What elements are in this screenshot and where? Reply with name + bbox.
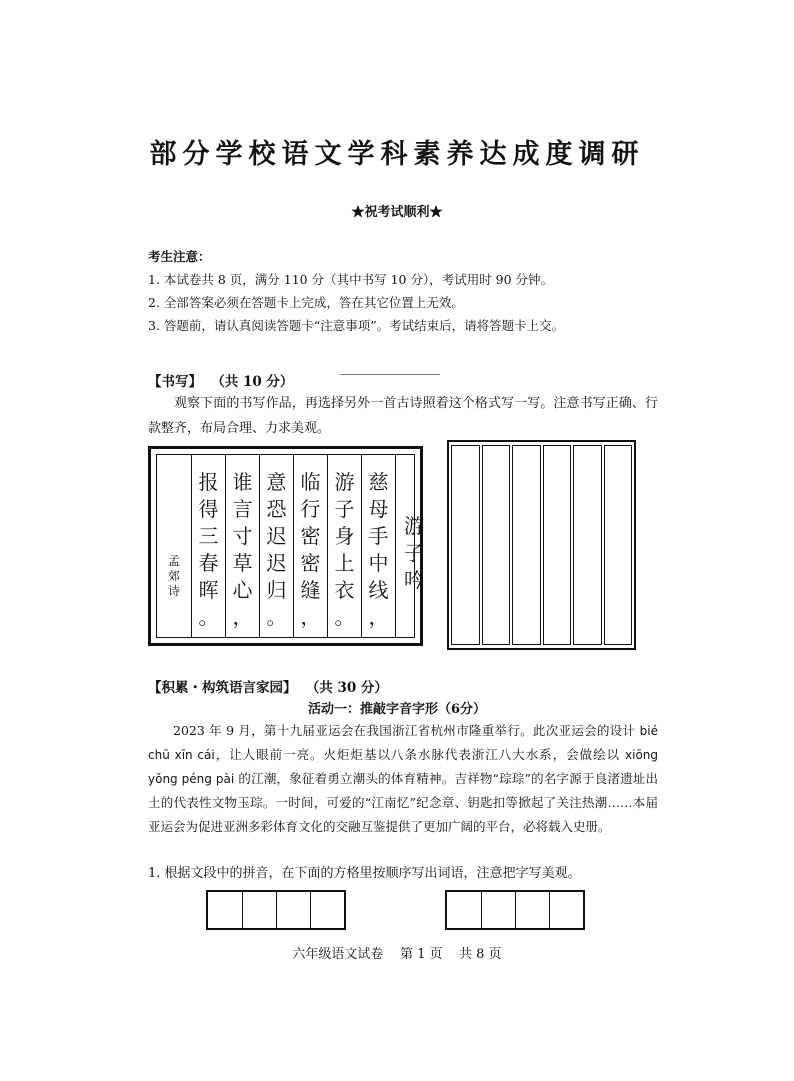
calligraphy-character: 诗 bbox=[167, 584, 180, 598]
notice-item: 2. 全部答案必须在答题卡上完成，答在其它位置上无效。 bbox=[148, 295, 464, 310]
passage-text: 2023 年 9 月，第十九届亚运会在我国浙江省杭州市隆重举行。此次亚运会的设计 bbox=[173, 723, 640, 738]
calligraphy-character: 临 bbox=[300, 470, 321, 494]
calligraphy-character: 。 bbox=[266, 605, 287, 629]
accumulation-heading: 【积累・构筑语言家园】 bbox=[148, 680, 297, 696]
calligraphy-character: 行 bbox=[300, 497, 321, 521]
notice-item: 1. 本试卷共 8 页，满分 110 分（其中书写 10 分），考试用时 90 分钟。 bbox=[148, 272, 554, 287]
calligraphy-verse-column bbox=[293, 455, 327, 637]
calligraphy-verse-column bbox=[327, 455, 361, 637]
practice-grid bbox=[447, 440, 636, 650]
calligraphy-character: 心 bbox=[232, 578, 253, 602]
calligraphy-character: 报 bbox=[198, 470, 219, 494]
practice-column[interactable] bbox=[543, 445, 572, 645]
calligraphy-character: 子 bbox=[334, 497, 355, 521]
answer-box[interactable] bbox=[310, 892, 344, 928]
calligraphy-columns bbox=[156, 454, 424, 638]
answer-box[interactable] bbox=[208, 892, 242, 928]
calligraphy-character: 中 bbox=[368, 551, 389, 575]
passage-text: 的江潮，象征着勇立潮头的体育精神。吉祥物“琮琮”的名字源于良渚遗址出土的代表性文物玉琮。一时间，可爱的“江南忆”纪念章、钥匙扣等掀起了关注热潮……本届亚运会为促进亚洲多彩体育文化的交融互鉴提供了更加广阔的平台，必将载入史册。 bbox=[148, 771, 658, 834]
calligraphy-character: 言 bbox=[232, 497, 253, 521]
calligraphy-signature-text bbox=[168, 554, 180, 599]
calligraphy-character: 三 bbox=[198, 524, 219, 548]
calligraphy-character: 手 bbox=[368, 524, 389, 548]
answer-box[interactable] bbox=[242, 892, 276, 928]
calligraphy-character: 郊 bbox=[167, 569, 180, 583]
calligraphy-character: ， bbox=[300, 605, 321, 629]
calligraphy-character: 得 bbox=[198, 497, 219, 521]
practice-column[interactable] bbox=[512, 445, 541, 645]
answer-box[interactable] bbox=[447, 892, 481, 928]
calligraphy-character: 寸 bbox=[232, 524, 253, 548]
calligraphy-character: ， bbox=[368, 605, 389, 629]
calligraphy-verse-column bbox=[225, 455, 259, 637]
calligraphy-character: 身 bbox=[334, 524, 355, 548]
calligraphy-character: 游 bbox=[334, 470, 355, 494]
calligraphy-verse-column bbox=[361, 455, 395, 637]
writing-score: （共 10 分） bbox=[218, 374, 294, 390]
calligraphy-verse-column bbox=[259, 455, 293, 637]
calligraphy-character: 上 bbox=[334, 551, 355, 575]
calligraphy-character: 。 bbox=[334, 605, 355, 629]
writing-heading: 【书写】 bbox=[148, 374, 202, 390]
calligraphy-character: 慈 bbox=[368, 470, 389, 494]
calligraphy-character: 母 bbox=[368, 497, 389, 521]
calligraphy-character: 意 bbox=[266, 470, 287, 494]
answer-boxes-1[interactable] bbox=[206, 890, 346, 930]
calligraphy-character: 谁 bbox=[232, 470, 253, 494]
page-footer: 六年级语文试卷 第 1 页 共 8 页 bbox=[292, 947, 502, 962]
calligraphy-character: 草 bbox=[232, 551, 253, 575]
calligraphy-sample bbox=[148, 446, 423, 646]
answer-box[interactable] bbox=[276, 892, 310, 928]
calligraphy-signature-column bbox=[157, 455, 191, 637]
practice-column[interactable] bbox=[604, 445, 633, 645]
practice-column[interactable] bbox=[573, 445, 602, 645]
practice-column[interactable] bbox=[451, 445, 480, 645]
answer-box[interactable] bbox=[481, 892, 515, 928]
pinyin-text: bié chū xīn cái bbox=[148, 724, 658, 762]
activity-title: 活动一：推敲字音字形（6分） bbox=[307, 702, 487, 717]
writing-section-heading bbox=[148, 370, 293, 390]
calligraphy-character: ， bbox=[232, 605, 253, 629]
calligraphy-title-column bbox=[395, 455, 432, 637]
answer-box[interactable] bbox=[515, 892, 549, 928]
practice-column[interactable] bbox=[482, 445, 511, 645]
calligraphy-character: 密 bbox=[300, 524, 321, 548]
calligraphy-character: 缝 bbox=[300, 578, 321, 602]
exam-title: 部分学校语文学科素养达成度调研 bbox=[149, 139, 645, 170]
calligraphy-character: 游 bbox=[404, 514, 424, 538]
accumulation-section-heading bbox=[148, 676, 388, 696]
blessing-line: ★祝考试顺利★ bbox=[351, 205, 443, 220]
divider-line bbox=[340, 374, 440, 375]
calligraphy-verse-column bbox=[191, 455, 225, 637]
calligraphy-character: 吟 bbox=[404, 568, 424, 592]
reading-passage bbox=[148, 719, 658, 839]
calligraphy-character: 子 bbox=[404, 541, 424, 565]
calligraphy-character: 恐 bbox=[266, 497, 287, 521]
calligraphy-character: 春 bbox=[198, 551, 219, 575]
passage-text: ，让人眼前一亮。火炬炬基以八条水脉代表浙江八大水系，会做绘以 bbox=[214, 747, 626, 762]
calligraphy-character: 归 bbox=[266, 578, 287, 602]
calligraphy-character: 晖 bbox=[198, 578, 219, 602]
notice-item: 3. 答题前，请认真阅读答题卡“注意事项”。考试结束后，请将答题卡上交。 bbox=[148, 318, 565, 333]
accumulation-score: （共 30 分） bbox=[312, 680, 388, 696]
pinyin-text: xiōng yǒng péng pài bbox=[148, 748, 659, 786]
answer-box[interactable] bbox=[549, 892, 583, 928]
calligraphy-character: 线 bbox=[368, 578, 389, 602]
notice-block bbox=[148, 245, 564, 337]
calligraphy-character: 密 bbox=[300, 551, 321, 575]
calligraphy-character: 迟 bbox=[266, 551, 287, 575]
answer-boxes-2[interactable] bbox=[445, 890, 585, 930]
calligraphy-character: 孟 bbox=[167, 554, 180, 568]
calligraphy-character: 。 bbox=[198, 605, 219, 629]
writing-instruction: 观察下面的书写作品，再选择另外一首古诗照着这个格式写一写。注意书写正确、行款整齐，布局合理、力求美观。 bbox=[148, 396, 658, 436]
question-1: 1. 根据文段中的拼音，在下面的方格里按顺序写出词语，注意把字写美观。 bbox=[148, 866, 581, 881]
notice-heading: 考生注意： bbox=[148, 249, 211, 264]
calligraphy-character: 迟 bbox=[266, 524, 287, 548]
calligraphy-character: 衣 bbox=[334, 578, 355, 602]
